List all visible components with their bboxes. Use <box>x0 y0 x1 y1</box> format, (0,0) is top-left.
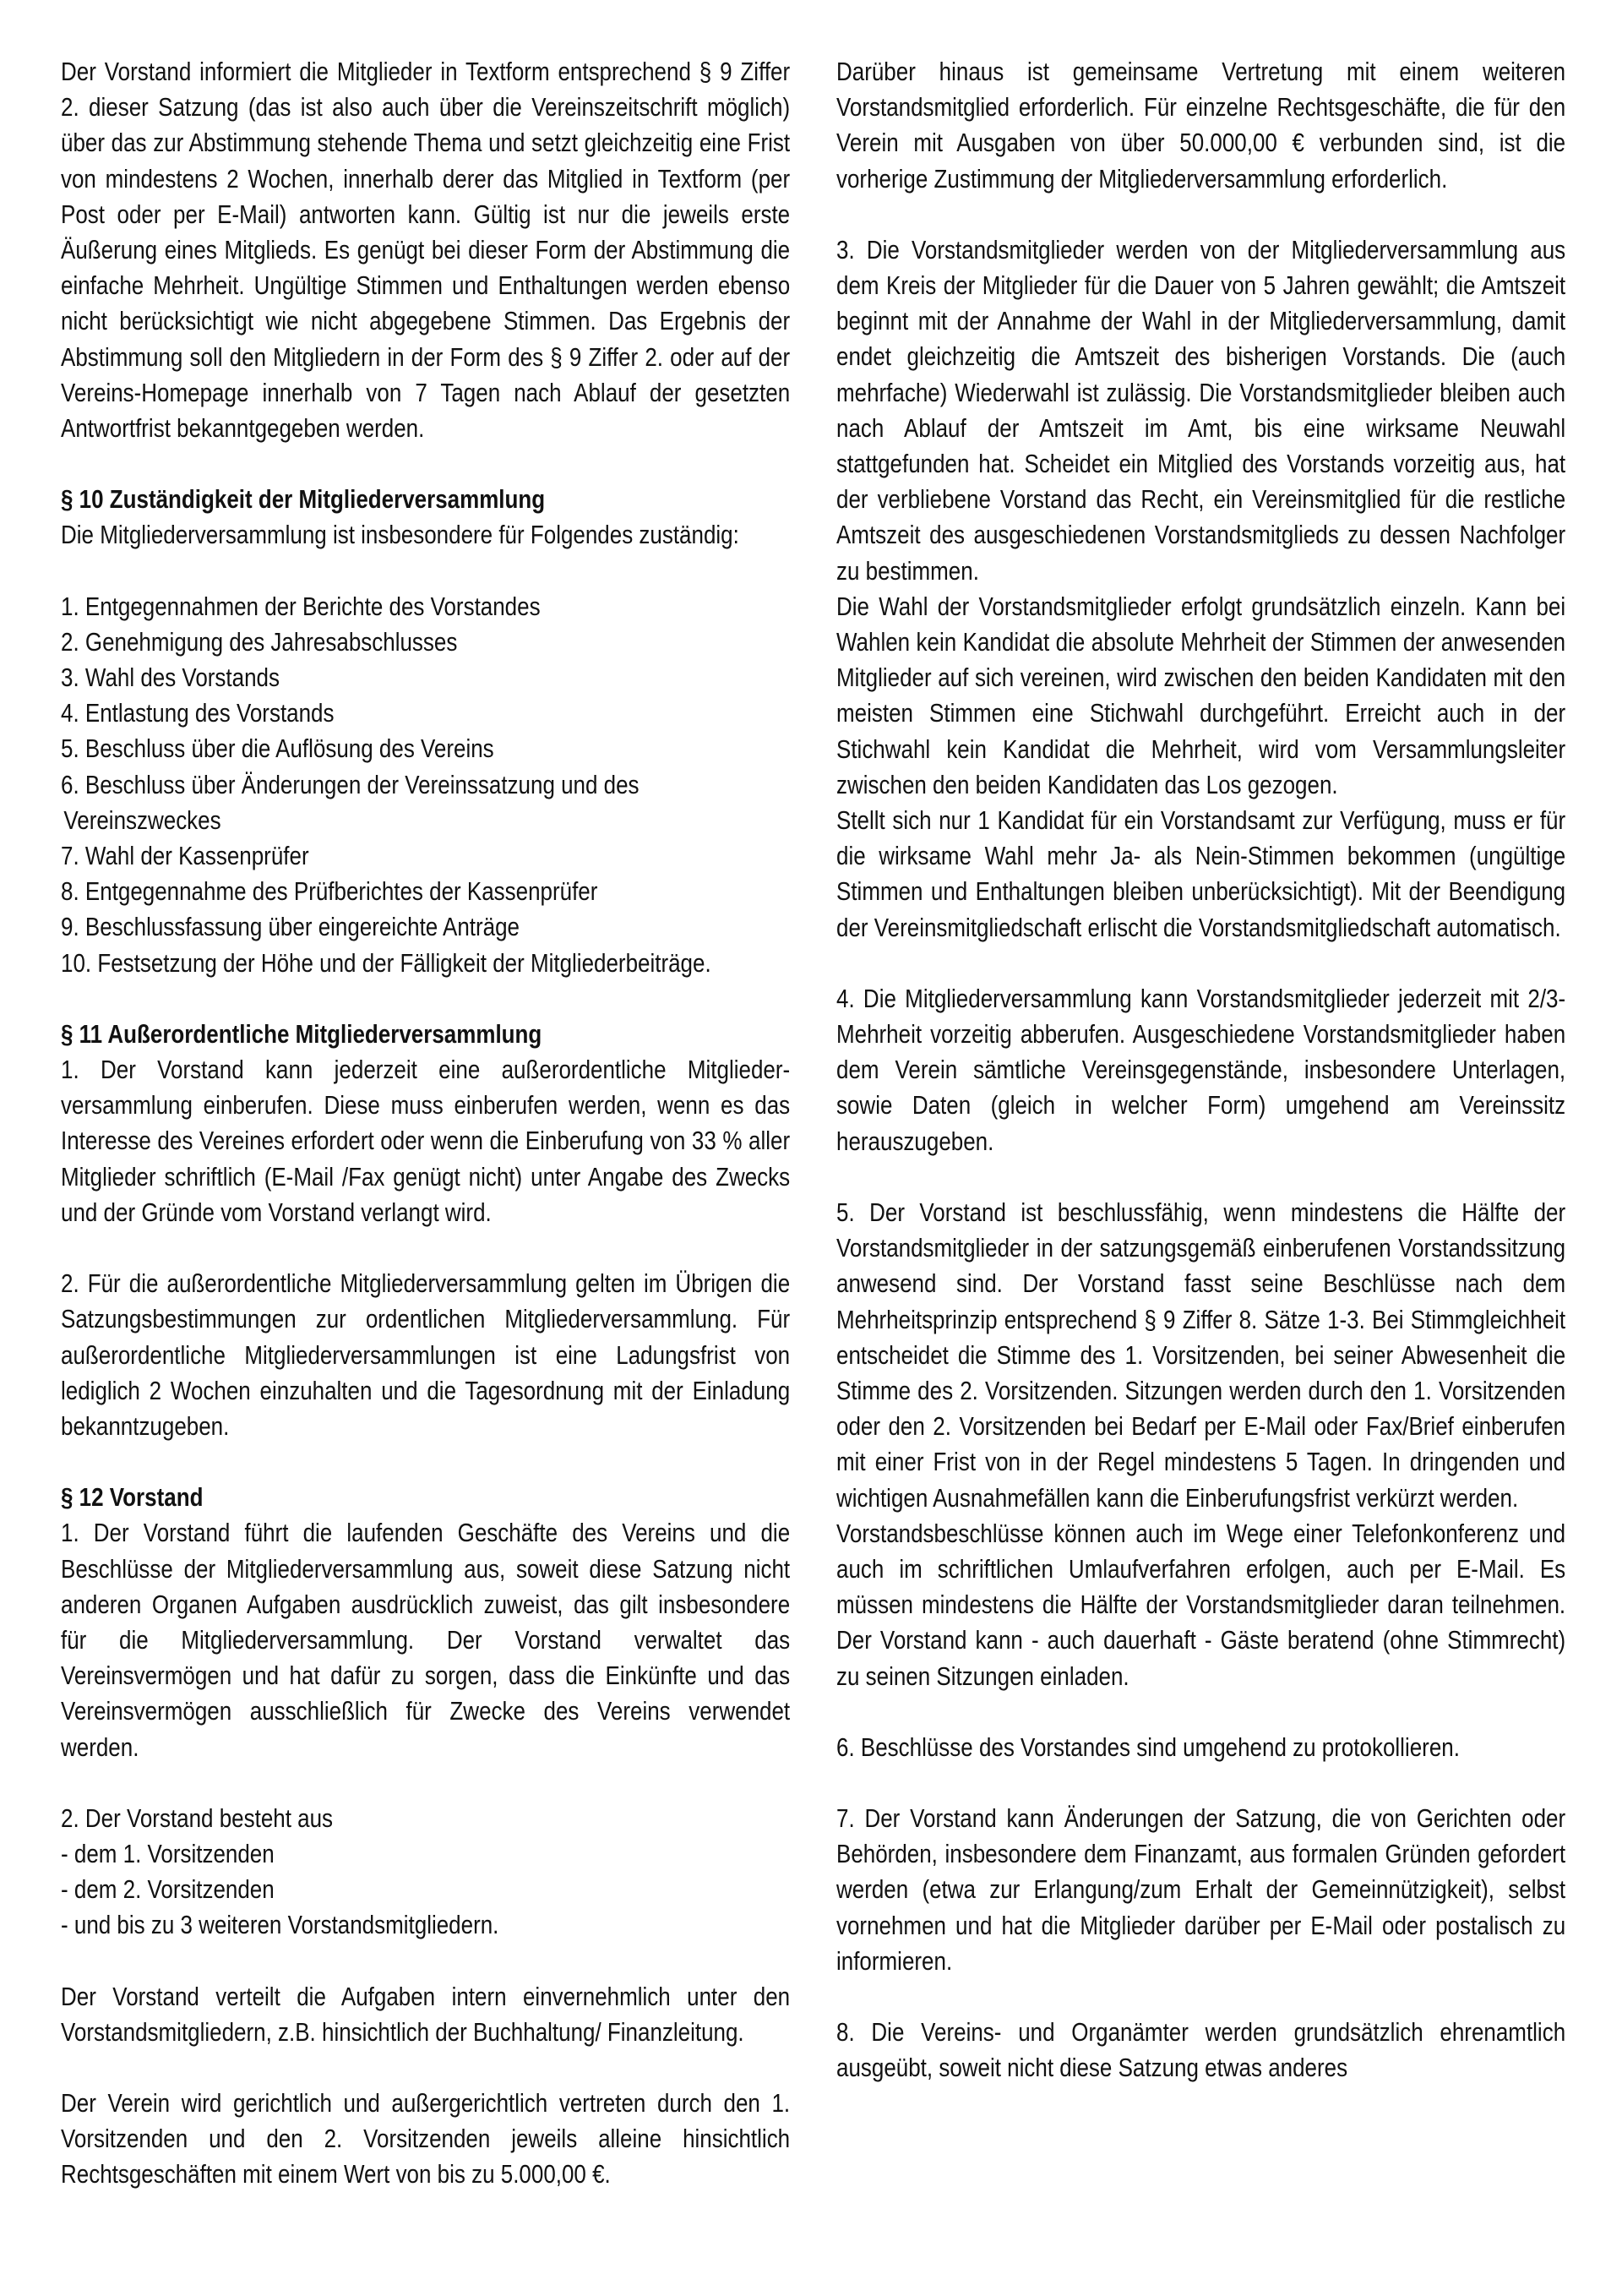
section-12-paragraph-3: Der Vorstand verteilt die Aufgaben intern einvernehmlich unter den Vorstandsmitgliedern, z.B. hinsichtlich der Buchhaltung/ Finanzleitung. <box>61 1981 791 2047</box>
list-item-continuation: Vereinszweckes <box>63 804 221 835</box>
section-10-heading: § 10 Zuständigkeit der Mitgliederversammlung <box>61 484 546 515</box>
list-item: - dem 1. Vorsitzenden <box>61 1838 275 1868</box>
section-12-paragraph-8: 8. Die Vereins- und Organämter werden grundsätzlich ehrenamtlich ausgeübt, soweit nicht diese Satzung etwas anderes <box>836 2016 1566 2083</box>
list-item: 10. Festsetzung der Höhe und der Fälligkeit der Mitgliederbeiträge. <box>61 947 711 978</box>
right-column <box>836 54 1566 2086</box>
section-12-paragraph-5a: 5. Der Vorstand ist beschlussfähig, wenn mindestens die Hälfte der Vorstandsmitglieder in der satzungsgemäß einberufenen Vorstandssitzung anwesend sind. Der Vorstand fasst seine Beschlüsse nach dem Mehrheitsprinzip entsprechend § 9 Ziffer 8. Sätze 1-3. Bei Stimmgleichheit entscheidet die Stimme des 1. Vorsitzenden, bei seiner Abwesenheit die Stimme des 2. Vorsitzenden. Sitzungen werden durch den 1. Vorsitzenden oder den 2. Vorsitzenden bei Bedarf per E-Mail oder Fax/Brief einberufen mit einer Frist von in der Regel mindestens 5 Tagen. In dringenden und wichtigen Ausnahmefällen kann die Einberufungsfrist verkürzt werden. <box>836 1197 1566 1513</box>
section-10-list <box>61 589 790 981</box>
section-12-paragraph-2-title: 2. Der Vorstand besteht aus <box>61 1802 334 1833</box>
representation-continuation-paragraph: Darüber hinaus ist gemeinsame Vertretung mit einem weiteren Vorstandsmitglied erforderlich. Für einzelne Rechtsgeschäfte, die für den Verein mit Ausgaben von über 50.000,00 € verbunden sind, ist die vorherige Zustimmung der Mitgliederversammlung erforderlich. <box>836 57 1566 194</box>
list-item: 5. Beschluss über die Auflösung des Vereins <box>61 734 494 764</box>
section-11-paragraph-2: 2. Für die außerordentliche Mitgliederversammlung gelten im Übrigen die Satzungsbestimmungen zur ordentlichen Mitgliederversammlung. Für außerordentliche Mitgliederversammlungen ist eine Ladungsfrist von lediglich 2 Wochen einzuhalten und die Tagesordnung mit der Einladung bekanntzugeben. <box>61 1268 791 1441</box>
board-composition-list <box>61 1836 790 1944</box>
list-item: 8. Entgegennahme des Prüfberichtes der Kassenprüfer <box>61 876 598 907</box>
list-item: 3. Wahl des Vorstands <box>61 663 280 693</box>
section-10-intro: Die Mitgliederversammlung ist insbesondere für Folgendes zuständig: <box>61 520 739 550</box>
list-item: 2. Genehmigung des Jahresabschlusses <box>61 626 458 657</box>
list-item: 1. Entgegennahmen der Berichte des Vorstandes <box>61 591 541 621</box>
section-12-paragraph-3b: Die Wahl der Vorstandsmitglieder erfolgt grundsätzlich einzeln. Kann bei Wahlen kein Kandidat die absolute Mehrheit der Stimmen der anwesenden Mitglieder auf sich vereinen, wird zwischen den beiden Kandidaten mit den meisten Stimmen eine Stichwahl durchgeführt. Erreicht auch in der Stichwahl kein Kandidat die Mehrheit, wird vom Versammlungsleiter zwischen den beiden Kandidaten das Los gezogen. <box>836 591 1566 799</box>
list-item: 9. Beschlussfassung über eingereichte Anträge <box>61 912 520 942</box>
voting-procedure-paragraph: Der Vorstand informiert die Mitglieder in Textform entsprechend § 9 Ziffer 2. dieser Satzung (das ist also auch über die Vereinszeitschrift möglich) über das zur Abstimmung stehende Thema und setzt gleichzeitig eine Frist von mindestens 2 Wochen, innerhalb derer das Mitglied in Textform (per Post oder per E-Mail) antworten kann. Gültig ist nur die jeweils erste Äußerung eines Mitglieds. Es genügt bei dieser Form der Abstimmung die einfache Mehrheit. Ungültige Stimmen und Enthaltungen werden ebenso nicht berücksichtigt wie nicht abgegebene Stimmen. Das Ergebnis der Abstimmung soll den Mitgliedern in der Form des § 9 Ziffer 2. oder auf der Vereins-Homepage innerhalb von 7 Tagen nach Ablauf der gesetzten Antwortfrist bekanntgegeben werden. <box>61 57 791 444</box>
section-12-heading: § 12 Vorstand <box>61 1482 204 1513</box>
section-12-paragraph-7: 7. Der Vorstand kann Änderungen der Satzung, die von Gerichten oder Behörden, insbesondere dem Finanzamt, aus formalen Gründen gefordert werden (etwa zur Erlangung/zum Erhalt der Gemeinnützigkeit), selbst vornehmen und hat die Mitglieder darüber per E-Mail oder postalisch zu informieren. <box>836 1802 1566 1976</box>
list-item: 7. Wahl der Kassenprüfer <box>61 841 309 871</box>
list-item: - und bis zu 3 weiteren Vorstandsmitgliedern. <box>61 1910 499 1940</box>
section-10 <box>61 482 790 981</box>
section-11-paragraph-1: 1. Der Vorstand kann jederzeit eine außerordentliche Mitgliederversammlung einberufen. Diese muss einberufen werden, wenn es das Interesse des Vereines erfordert oder wenn die Einberufung von 33 % aller Mitglieder schriftlich (E-Mail /Fax genügt nicht) unter Angabe des Zwecks und der Gründe vom Vorstand verlangt wird. <box>61 1055 791 1227</box>
section-12-paragraph-6: 6. Beschlüsse des Vorstandes sind umgehend zu protokollieren. <box>836 1732 1460 1762</box>
section-12 <box>61 1480 790 2192</box>
section-11-heading: § 11 Außerordentliche Mitgliederversammlung <box>61 1018 542 1049</box>
section-12-paragraph-5b: Vorstandsbeschlüsse können auch im Wege einer Telefonkonferenz und auch im schriftlichen Umlaufverfahren erfolgen, auch per E-Mail. Es müssen mindestens die Hälfte der Vorstandsmitglieder daran teilnehmen. Der Vorstand kann - auch dauerhaft - Gäste beratend (ohne Stimmrecht) zu seinen Sitzungen einladen. <box>836 1518 1566 1691</box>
section-11 <box>61 1017 790 1444</box>
section-12-paragraph-4: Der Verein wird gerichtlich und außergerichtlich vertreten durch den 1. Vorsitzenden und den 2. Vorsitzenden jeweils alleine hinsichtlich Rechtsgeschäften mit einem Wert von bis zu 5.000,00 €. <box>61 2087 791 2190</box>
section-12-paragraph-3a: 3. Die Vorstandsmitglieder werden von der Mitgliederversammlung aus dem Kreis der Mitglieder für die Dauer von 5 Jahren gewählt; die Amtszeit beginnt mit der Annahme der Wahl in der Mitgliederversammlung, damit endet gleichzeitig die Amtszeit des bisherigen Vorstands. Die (auch mehrfache) Wiederwahl ist zulässig. Die Vorstandsmitglieder bleiben auch nach Ablauf der Amtszeit im Amt, bis eine wirksame Neuwahl stattgefunden hat. Scheidet ein Mitglied des Vorstands vorzeitig aus, hat der verbliebene Vorstand das Recht, ein Vereinsmitglied für die restliche Amtszeit des ausgeschiedenen Vorstandsmitglieds zu dessen Nachfolger zu bestimmen. <box>836 234 1566 586</box>
list-item: - dem 2. Vorsitzenden <box>61 1874 275 1905</box>
left-column <box>61 54 791 2193</box>
section-12-paragraph-4-removal: 4. Die Mitgliederversammlung kann Vorstandsmitglieder jederzeit mit 2/3-Mehrheit vorzeitig abberufen. Ausgeschiedene Vorstandsmitglieder haben dem Verein sämtliche Vereinsgegenstände, insbesondere Unterlagen, sowie Daten (gleich in welcher Form) umgehend am Vereinssitz herauszugeben. <box>836 983 1566 1156</box>
section-12-paragraph-1: 1. Der Vorstand führt die laufenden Geschäfte des Vereins und die Beschlüsse der Mitgliederversammlung aus, soweit diese Satzung nicht anderen Organen Aufgaben ausdrücklich zuweist, das gilt insbesondere für die Mitgliederversammlung. Der Vorstand verwaltet das Vereinsvermögen und hat dafür zu sorgen, dass die Einkünfte und das Vereinsvermögen ausschließlich für Zwecke des Vereins verwendet werden. <box>61 1518 791 1762</box>
list-item: 4. Entlastung des Vorstands <box>61 698 335 728</box>
list-item: 6. Beschluss über Änderungen der Vereinssatzung und des <box>61 769 640 799</box>
section-12-paragraph-3c: Stellt sich nur 1 Kandidat für ein Vorstandsamt zur Verfügung, muss er für die wirksame Wahl mehr Ja- als Nein-Stimmen bekommen (ungültige Stimmen und Enthaltungen bleiben unberücksichtigt). Mit der Beendigung der Vereinsmitgliedschaft erlischt die Vorstandsmitgliedschaft automatisch. <box>836 805 1566 942</box>
